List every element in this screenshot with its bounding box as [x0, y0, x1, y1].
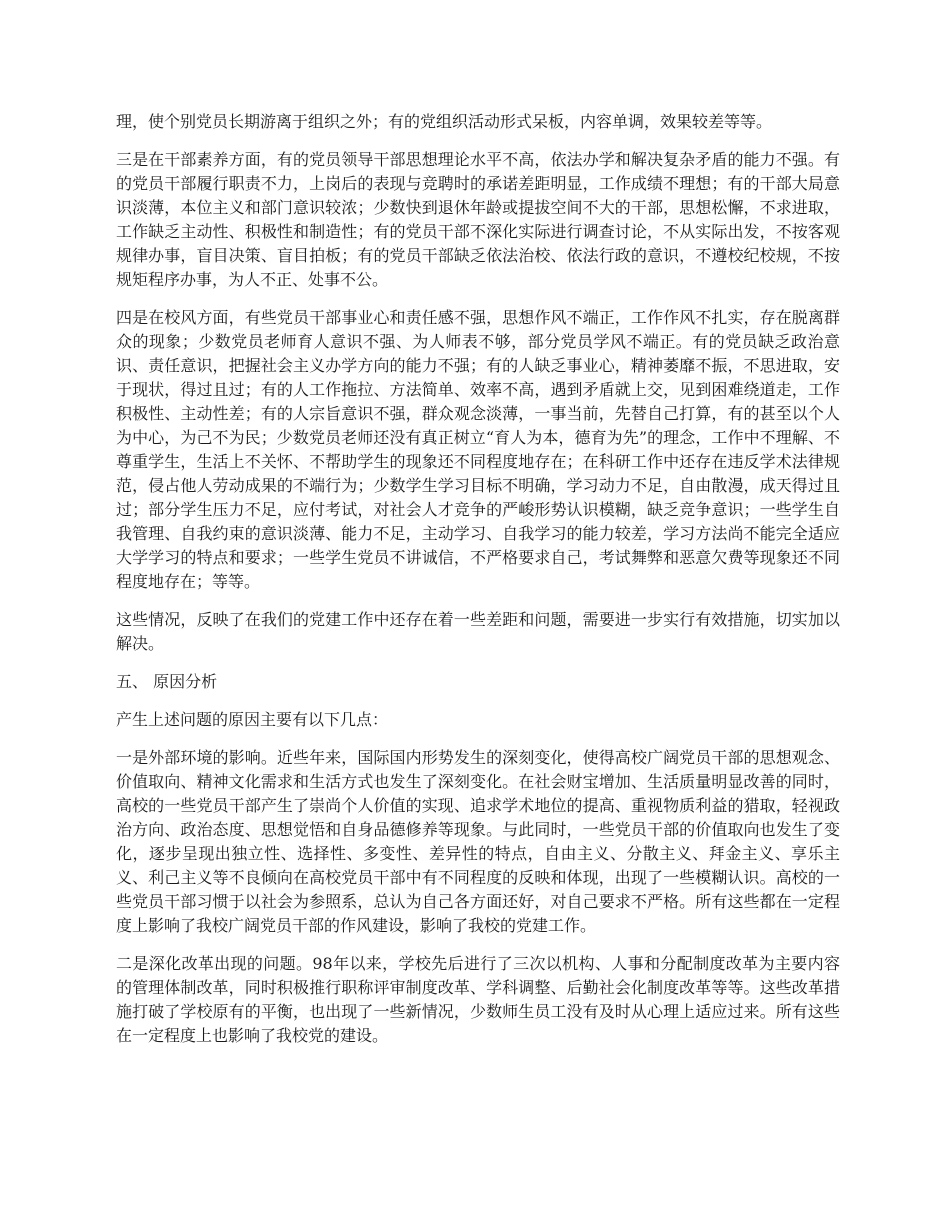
paragraph-summary: 这些情况，反映了在我们的党建工作中还存在着一些差距和问题，需要进一步实行有效措施，切实加以解决。	[116, 610, 840, 653]
paragraph-continuation: 理，使个别党员长期游离于组织之外；有的党组织活动形式呆板，内容单调，效果较差等等。	[116, 112, 773, 131]
paragraph-causes-intro: 产生上述问题的原因主要有以下几点：	[116, 710, 389, 729]
paragraph-external-environment: 一是外部环境的影响。近些年来，国际国内形势发生的深刻变化，使得高校广阔党员干部的思想观念、价值取向、精神文化需求和生活方式也发生了深刻变化。在社会财宝增加、生活质量明显改善的同时，高校的一些党员干部产生了崇尚个人价值的实现、追求学术地位的提高、重视物质利益的猎取，轻视政治方向、政治态度、思想觉悟和自身品德修养等现象。与此同时，一些党员干部的价值取向也发生了变化，逐步呈现出独立性、选择性、多变性、差异性的特点，自由主义、分散主义、拜金主义、享乐主义、利己主义等不良倾向在高校党员干部中有不同程度的反映和体现，出现了一些模糊认识。高校的一些党员干部习惯于以社会为参照系，总认为自己各方面还好，对自己要求不严格。所有这些都在一定程度上影响了我校广阔党员干部的作风建设，影响了我校的党建工作。	[116, 748, 840, 935]
paragraph-school-spirit: 四是在校风方面，有些党员干部事业心和责任感不强，思想作风不端正，工作作风不扎实，存在脱离群众的现象；少数党员老师育人意识不强、为人师表不够，部分党员学风不端正。有的党员缺乏政治意识、责任意识，把握社会主义办学方向的能力不强；有的人缺乏事业心，精神萎靡不振，不思进取，安于现状，得过且过；有的人工作拖拉、方法简单、效率不高，遇到矛盾就上交，见到困难绕道走，工作积极性、主动性差；有的人宗旨意识不强，群众观念淡薄，一事当前，先替自己打算，有的甚至以个人为中心，为己不为民；少数党员老师还没有真正树立“育人为本，德育为先”的理念，工作中不理解、不尊重学生，生活上不关怀、不帮助学生的现象还不同程度地存在；在科研工作中还存在违反学术法律规范，侵占他人劳动成果的不端行为；少数学生学习目标不明确，学习动力不足，自由散漫，成天得过且过；部分学生压力不足，应付考试，对社会人才竞争的严峻形势认识模糊，缺乏竞争意识；一些学生自我管理、自我约束的意识淡薄、能力不足，主动学习、自我学习的能力较差，学习方法尚不能完全适应大学学习的特点和要求；一些学生党员不讲诚信，不严格要求自己，考试舞弊和恶意欠费等现象还不同程度地存在；等等。	[116, 308, 840, 591]
paragraph-reform-issues: 二是深化改革出现的问题。98年以来，学校先后进行了三次以机构、人事和分配制度改革为主要内容的管理体制改革，同时积极推行职称评审制度改革、学科调整、后勤社会化制度改革等等。这些改革措施打破了学校原有的平衡，也出现了一些新情况，少数师生员工没有及时从心理上适应过来。所有这些在一定程度上也影响了我校党的建设。	[116, 954, 840, 1045]
paragraph-cadre-quality: 三是在干部素养方面，有的党员领导干部思想理论水平不高，依法办学和解决复杂矛盾的能力不强。有的党员干部履行职责不力，上岗后的表现与竞聘时的承诺差距明显，工作成绩不理想；有的干部大局意识淡薄，本位主义和部门意识较浓；少数快到退休年龄或提拔空间不大的干部，思想松懈，不求进取，工作缺乏主动性、积极性和制造性；有的党员干部不深化实际进行调查讨论，不从实际出发，不按客观规律办事，盲目决策、盲目拍板；有的党员干部缺乏依法治校、依法行政的意识，不遵校纪校规，不按规矩程序办事，为人不正、处事不公。	[116, 150, 840, 289]
document-body	[116, 110, 840, 1062]
section-heading-cause-analysis: 五、 原因分析	[116, 672, 218, 691]
